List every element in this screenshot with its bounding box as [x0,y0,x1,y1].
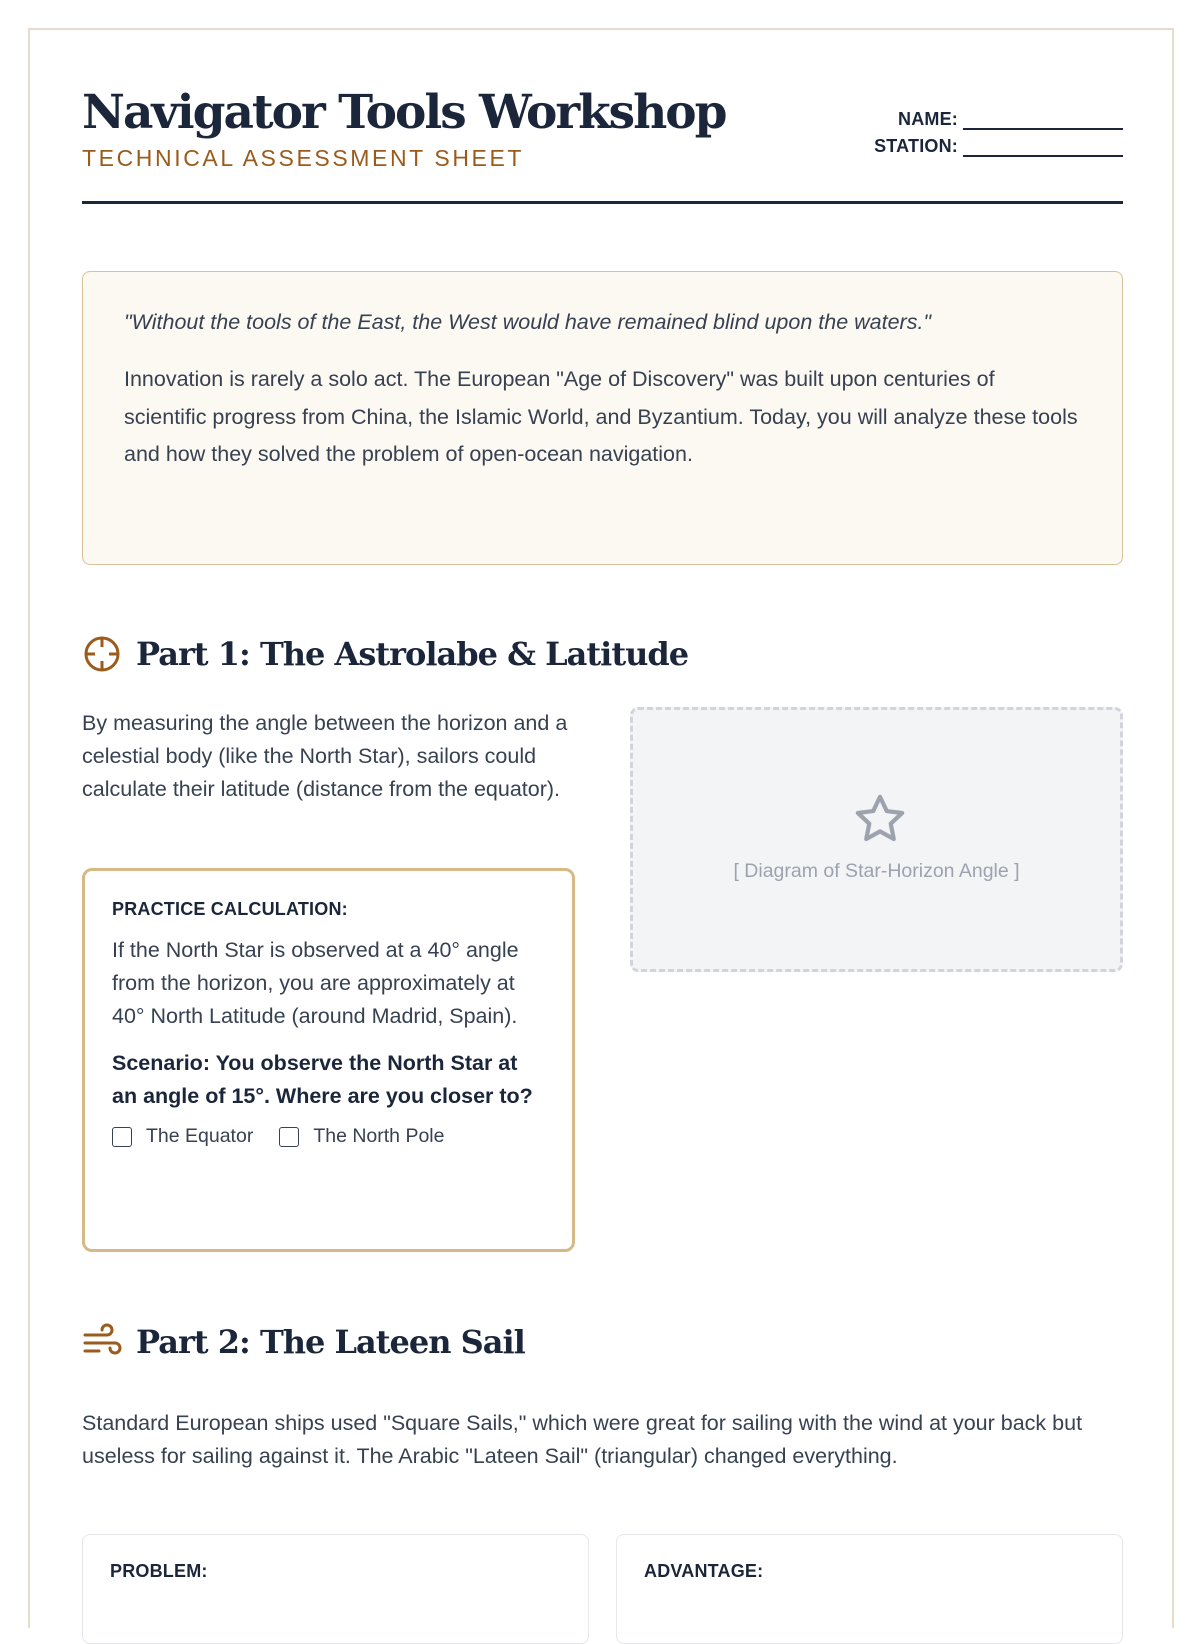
station-label: STATION: [874,136,958,156]
choice-equator[interactable] [112,1125,253,1148]
id-fields [874,103,1123,157]
advantage-label: ADVANTAGE: [644,1561,764,1581]
problem-card [82,1534,589,1644]
choice-north-pole[interactable] [279,1125,444,1148]
page-subtitle: TECHNICAL ASSESSMENT SHEET [82,145,525,171]
name-field[interactable] [963,110,1123,130]
worksheet [28,28,1174,1628]
checkbox-equator[interactable] [112,1127,132,1147]
diagram-caption: [ Diagram of Star-Horizon Angle ] [733,860,1020,882]
part2-description: Standard European ships used "Square Sails," which were great for sailing with the wind at your back but useless for sailing against it. The Arabic "Lateen Sail" (triangular) changed everything. [82,1411,1083,1468]
advantage-card [616,1534,1123,1644]
part2-heading [82,1322,525,1362]
intro-text: Innovation is rarely a solo act. The European "Age of Discovery" was built upon centuries of scientific progress from China, the Islamic World, and Byzantium. Today, you will analyze these tools and how they solved the problem of open-ocean navigation. [124,367,1078,466]
diagram-placeholder [630,707,1123,972]
wind-icon [82,1322,122,1362]
choice-label: The Equator [146,1125,254,1147]
part1-description: By measuring the angle between the horizon and a celestial body (like the North Star), sailors could calculate their latitude (distance from the equator). [82,711,568,801]
scenario-question: Scenario: You observe the North Star at an angle of 15°. Where are you closer to? [112,1051,533,1108]
intro-box [82,271,1123,565]
checkbox-north-pole[interactable] [279,1127,299,1147]
intro-quote: "Without the tools of the East, the West would have remained blind upon the waters." [124,310,932,334]
station-field[interactable] [963,137,1123,157]
practice-box [82,868,575,1252]
part1-heading [82,634,688,674]
part2-title: Part 2: The Lateen Sail [136,1323,525,1361]
header-divider [82,201,1123,204]
part1-title: Part 1: The Astrolabe & Latitude [136,635,689,673]
problem-label: PROBLEM: [110,1561,208,1581]
answer-choices [112,1125,545,1148]
page-title: Navigator Tools Workshop [82,85,726,140]
crosshair-icon [82,634,122,674]
practice-text: If the North Star is observed at a 40° angle from the horizon, you are approximately at 40° North Latitude (around Madrid, Spain). [112,938,519,1028]
name-label: NAME: [898,109,958,129]
choice-label: The North Pole [313,1125,445,1147]
practice-label: PRACTICE CALCULATION: [112,899,348,919]
star-icon [852,791,908,847]
